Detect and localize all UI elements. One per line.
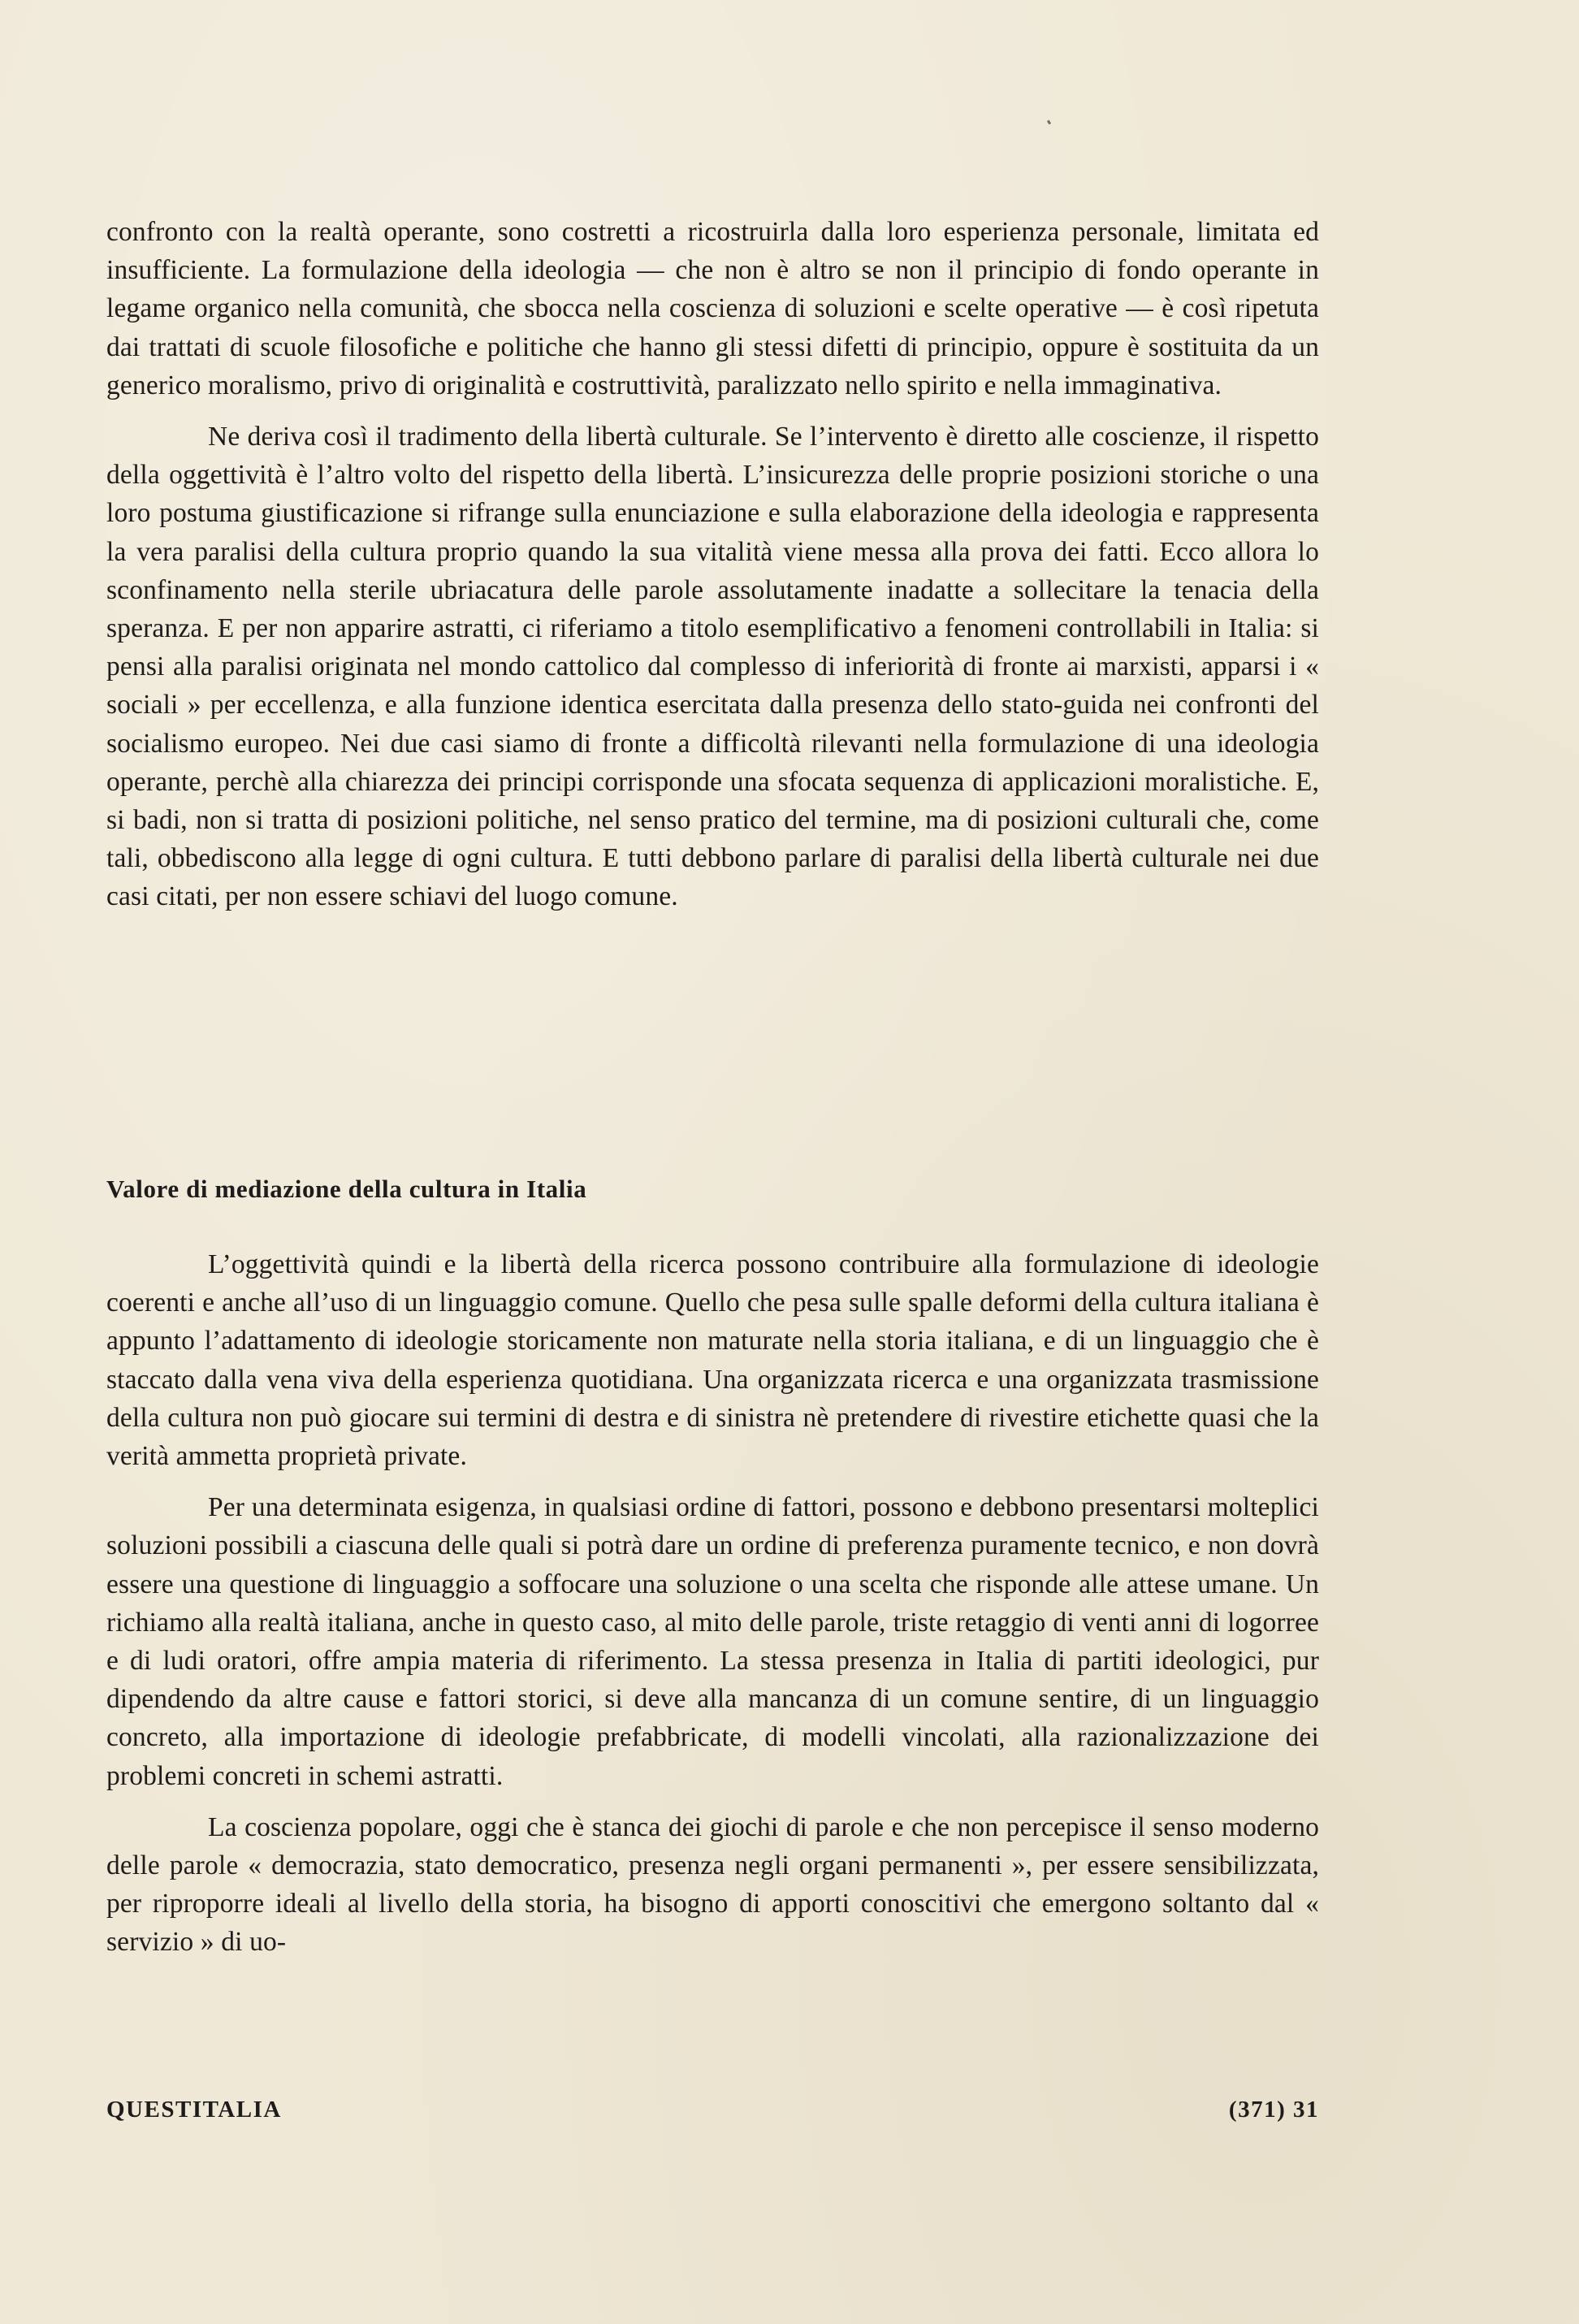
section-heading: Valore di mediazione della cultura in Italia xyxy=(106,1175,587,1203)
paragraph: Per una determinata esigenza, in qualsiasi ordine di fattori, possono e debbono presentarsi molteplici soluzioni possibili a ciascuna delle quali si potrà dare un ordine di preferenza puramente tecnico, e non dovrà essere una questione di linguaggio a soffocare una soluzione o una scelta che risponde alle attese umane. Un richiamo alla realtà italiana, anche in questo caso, al mito delle parole, triste retaggio di venti anni di logorree e di ludi oratori, offre ampia materia di riferimento. La stessa presenza in Italia di partiti ideologici, pur dipendendo da altre cause e fattori storici, si deve alla mancanza di un comune sentire, di un linguaggio concreto, alla importazione di ideologie prefabbricate, di modelli vincolati, alla razionalizzazione dei problemi concreti in schemi astratti. xyxy=(106,1492,1319,1791)
paragraph: confronto con la realtà operante, sono costretti a ricostruirla dalla loro esperienza personale, limitata ed insufficiente. La formulazione della ideologia — che non è altro se non il principio di fondo operante in legame organico nella comunità, che sbocca nella coscienza di soluzioni e scelte operative — è così ripetuta dai trattati di scuole filosofiche e politiche che hanno gli stessi difetti di principio, oppure è sostituita da un generico moralismo, privo di originalità e costruttività, paralizzato nello spirito e nella immaginativa. xyxy=(106,217,1319,400)
page-footer xyxy=(106,2097,1319,2129)
journal-name: QUESTITALIA xyxy=(106,2097,282,2123)
body-text-lower xyxy=(106,1245,1319,1975)
page-number: (371) 31 xyxy=(1228,2097,1319,2123)
ink-speck xyxy=(1047,120,1051,125)
paragraph: L’oggettività quindi e la libertà della ricerca possono contribuire alla formulazione di ideologie coerenti e anche all’uso di un linguaggio comune. Quello che pesa sulle spalle deformi della cultura italiana è appunto l’adattamento di ideologie storicamente non maturate nella storia italiana, e di un linguaggio che è staccato dalla vena viva della esperienza quotidiana. Una organizzata ricerca e una organizzata trasmissione della cultura non può giocare sui termini di destra e di sinistra nè pretendere di rivestire etichette quasi che la verità ammetta proprietà private. xyxy=(106,1249,1319,1472)
paragraph: Ne deriva così il tradimento della libertà culturale. Se l’intervento è diretto alle coscienze, il rispetto della oggettività è l’altro volto del rispetto della libertà. L’insicurezza delle proprie posizioni storiche o una loro postuma giustificazione si rifrange sulla enunciazione e sulla elaborazione della ideologia e rappresenta la vera paralisi della cultura proprio quando la sua vitalità viene messa alla prova dei fatti. Ecco allora lo sconfinamento nella sterile ubriacatura delle parole assolutamente inadatte a sollecitare la tenacia della speranza. E per non apparire astratti, ci riferiamo a titolo esemplificativo a fenomeni controllabili in Italia: si pensi alla paralisi originata nel mondo cattolico dal complesso di inferiorità di fronte ai marxisti, apparsi i « sociali » per eccellenza, e alla funzione identica esercitata dalla presenza dello stato-guida nei confronti del socialismo europeo. Nei due casi siamo di fronte a difficoltà rilevanti nella formulazione di una ideologia operante, perchè alla chiarezza dei principi corrisponde una sfocata sequenza di applicazioni moralistiche. E, si badi, non si tratta di posizioni politiche, nel senso pratico del termine, ma di posizioni culturali che, come tali, obbediscono alla legge di ogni cultura. E tutti debbono parlare di paralisi della libertà culturale nei due casi citati, per non essere schiavi del luogo comune. xyxy=(106,422,1319,912)
body-text-upper xyxy=(106,213,1319,929)
paragraph: La coscienza popolare, oggi che è stanca dei giochi di parole e che non percepisce il senso moderno delle parole « democrazia, stato democratico, presenza negli organi permanenti », per essere sensibilizzata, per riproporre ideali al livello della storia, ha bisogno di apporti conoscitivi che emergono soltanto dal « servizio » di uo- xyxy=(106,1811,1319,1958)
section-heading-container xyxy=(106,1173,1319,1205)
